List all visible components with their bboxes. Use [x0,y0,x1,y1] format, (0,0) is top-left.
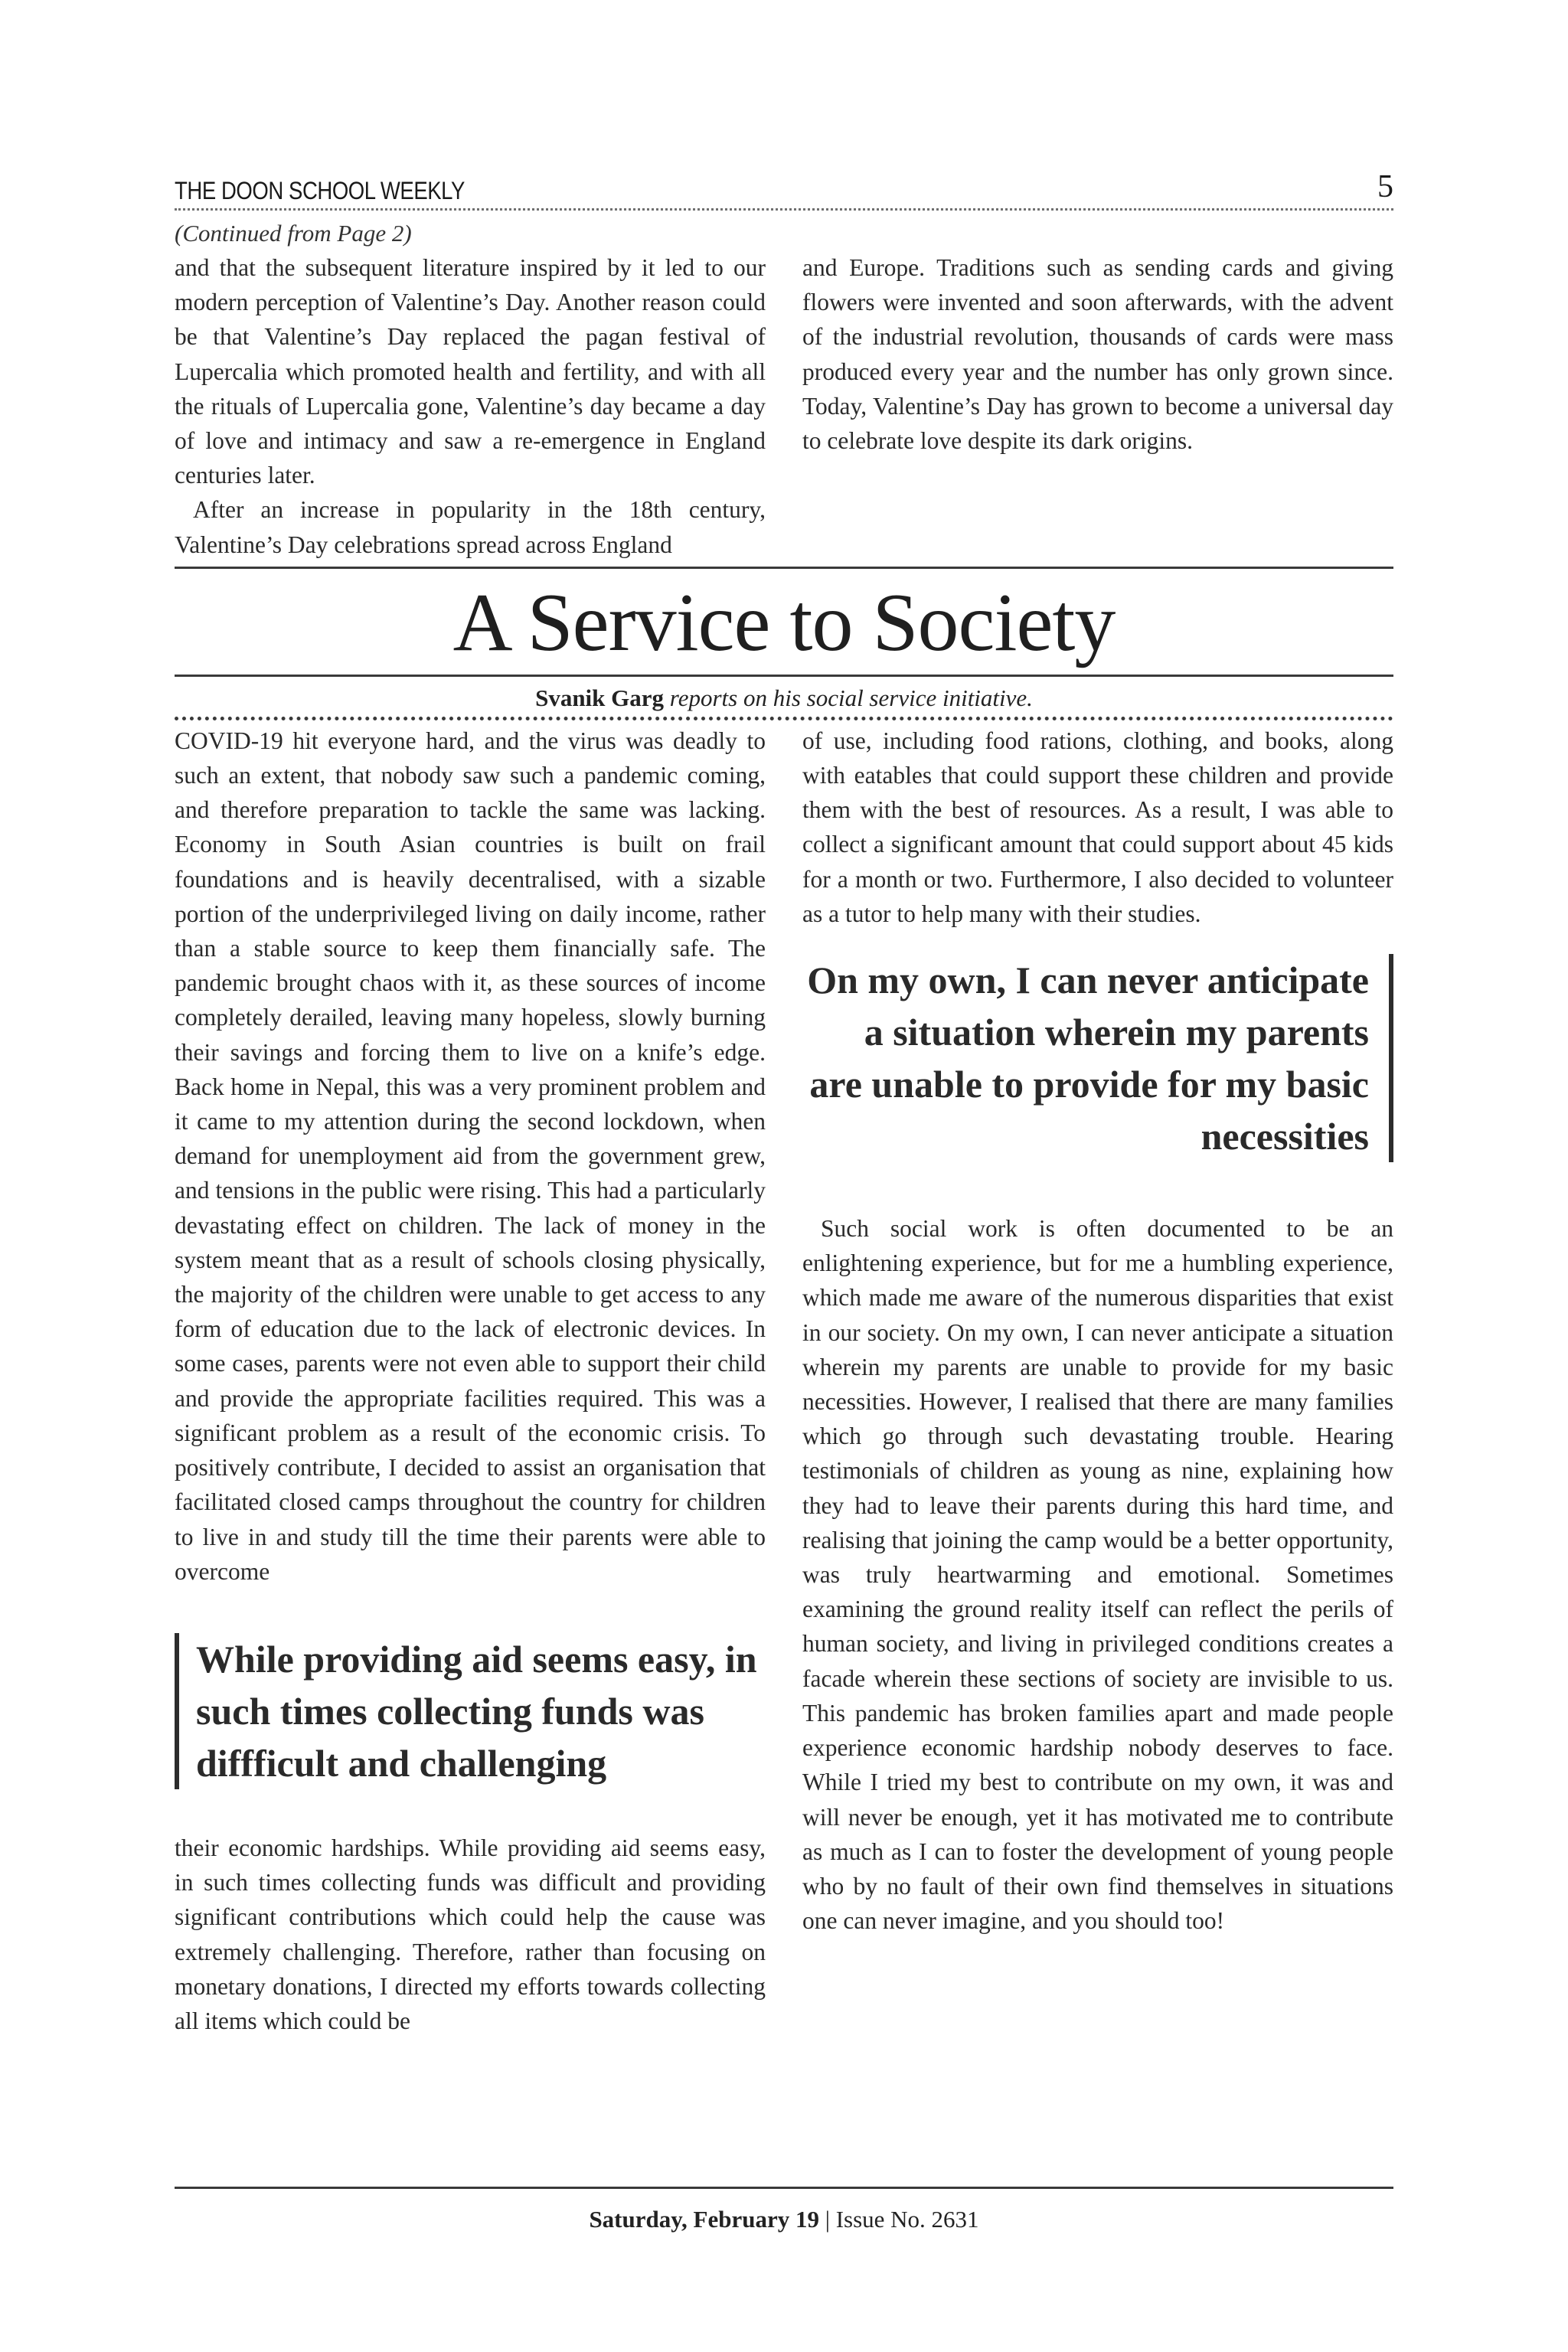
byline [175,684,1393,712]
pull-quote-right [802,954,1393,1162]
continuation-left-column [175,250,766,562]
continuation-right-paragraph-1: and Europe. Traditions such as sending cards and giving flowers were invented and soon afterwards, with the advent of the industrial revolution, thousands of cards were mass produced every year and the number has only grown since. Today, Valentine’s Day has grown to become a universal day to celebrate love despite its dark origins. [802,254,1393,455]
pull-quote-left-text: While providing aid seems easy, in such times collecting funds was diffficult and challenging [196,1637,757,1785]
page-footer [175,2187,1393,2233]
continuation-note: (Continued from Page 2) [175,220,412,247]
pull-quote-left [175,1633,766,1789]
article-left-paragraph-2: their economic hardships. While providing aid seems easy, in such times collecting funds was difficult and providing significant contributions which could help the cause was extremely challenging. Therefore, rather than focusing on monetary donations, I directed my efforts towards collecting all items which could be [175,1834,766,2034]
byline-author: Svanik Garg [535,684,665,711]
continuation-left-paragraph-2: After an increase in popularity in the 18th century, Valentine’s Day celebrations spread across England [175,496,766,558]
article-headline: A Service to Society [452,577,1116,668]
article-right-column [802,724,1393,2038]
continuation-left-paragraph-1: and that the subsequent literature inspired by it led to our modern perception of Valentine’s Day. Another reason could be that Valentine’s Day replaced the pagan festival of Lupercalia which promoted health and fertility, and with all the rituals of Lupercalia gone, Valentine’s day became a day of love and intimacy and saw a re-emergence in England centuries later. [175,254,766,489]
footer-date: Saturday, February 19 [589,2206,819,2233]
footer-separator: | [825,2206,830,2233]
page [175,168,1393,2038]
article-right-paragraph-1: of use, including food rations, clothing, and books, along with eatables that could support these children and provide them with the best of resources. As a result, I was able to collect a significant amount that could support about 45 kids for a month or two. Furthermore, I also decided to volunteer as a tutor to help many with their studies. [802,727,1393,927]
footer-issue: Issue No. 2631 [835,2206,979,2233]
article-right-paragraph-2: Such social work is often documented to be an enlightening experience, but for me a humbling experience, which made me aware of the numerous disparities that exist in our society. On my own, I can never anticipate a situation wherein my parents are unable to provide for my basic necessities. However, I realised that there are many families which go through such devastating trouble. Hearing testimonials of children as young as nine, explaining how they had to leave their parents during this hard time, and realising that joining the camp would be a better opportunity, was truly heartwarming and emotional. Sometimes examining the ground reality itself can reflect the perils of human society, and living in privileged conditions creates a facade wherein these sections of society are invisible to us. This pandemic has broken families apart and made people experience economic hardship nobody deserves to face. While I tried my best to contribute on my own, it was and will never be enough, yet it has motivated me to contribute as much as I can to foster the development of young people who by no fault of their own find themselves in situations one can never imagine, and you should too! [802,1215,1393,1935]
byline-description: reports on his social service initiative. [669,684,1033,711]
continuation-right-column [802,250,1393,562]
masthead [175,168,1393,211]
headline-top-rule [175,567,1393,569]
pull-quote-right-text: On my own, I can never anticipate a situation wherein my parents are unable to provide for my basic necessities [807,959,1369,1158]
headline-bottom-rule [175,675,1393,677]
article-columns [175,724,1393,2038]
continuation-columns [175,250,1393,562]
publication-name: THE DOON SCHOOL WEEKLY [175,177,465,204]
article-left-paragraph-1: COVID-19 hit everyone hard, and the virus was deadly to such an extent, that nobody saw such a pandemic coming, and therefore preparation to tackle the same was lacking. Economy in South Asian countries is built on frail foundations and is heavily decentralised, with a sizable portion of the underprivileged living on daily income, rather than a stable source to keep them financially safe. The pandemic brought chaos with it, as these sources of income completely derailed, leaving many hopeless, slowly burning their savings and forcing them to live on a knife’s edge. Back home in Nepal, this was a very prominent problem and it came to my attention during the second lockdown, when demand for unemployment aid from the government grew, and tensions in the public were rising. This had a particularly devastating effect on children. The lack of money in the system meant that as a result of schools closing physically, the majority of the children were unable to get access to any form of education due to the lack of electronic devices. In some cases, parents were not even able to support their child and provide the appropriate facilities required. This was a significant problem as a result of the economic crisis. To positively contribute, I decided to assist an organisation that facilitated closed camps throughout the country for children to live in and study till the time their parents were able to overcome [175,727,766,1585]
page-number: 5 [1377,169,1393,204]
byline-dotted-rule [175,717,1393,720]
article-left-column [175,724,766,2038]
